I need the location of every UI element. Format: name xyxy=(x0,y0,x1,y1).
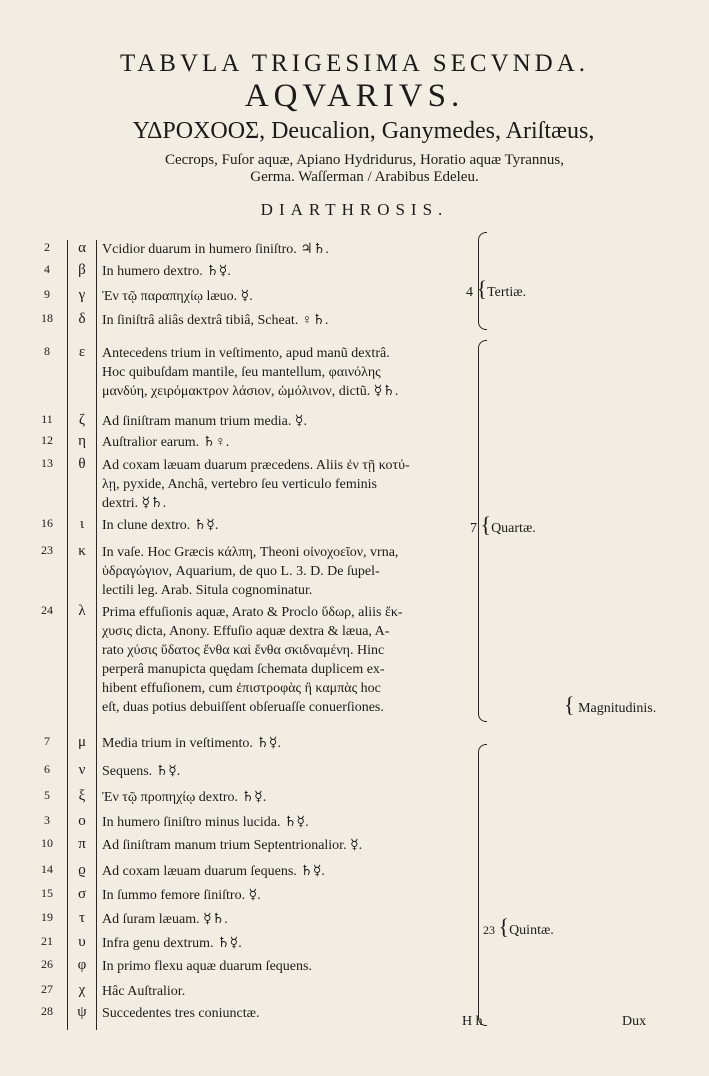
star-description xyxy=(102,836,472,855)
description-line: hibent effuſionem, cum ἐπιστροφὰς ἢ καμπὰς hoc xyxy=(102,681,381,696)
description-line: lectili leg. Arab. Situla cognominatur. xyxy=(102,583,313,598)
star-description xyxy=(102,957,472,976)
star-letter: ζ xyxy=(78,412,86,428)
column-rule-right xyxy=(96,240,97,1030)
star-letter: α xyxy=(78,240,86,256)
description-line: Auſtralior earum. ♄♀. xyxy=(102,435,230,450)
star-letter: ψ xyxy=(77,1004,87,1020)
description-line: In primo flexu aquæ duarum ſequens. xyxy=(102,959,312,974)
description-line: eſt, duas potius debuiſſent obſeruaſſe conuerſiones. xyxy=(102,700,384,715)
star-number: 7 xyxy=(44,734,50,748)
quintae-num: 23 xyxy=(483,923,495,937)
star-letter: ι xyxy=(79,516,85,532)
star-description xyxy=(102,862,472,881)
star-number: 18 xyxy=(41,311,53,325)
signature-mark: H h xyxy=(462,1014,483,1029)
star-number: 14 xyxy=(41,862,53,876)
magnitudinis-text: Magnitudinis. xyxy=(578,701,657,716)
tertiae-text: Tertiæ. xyxy=(487,285,527,300)
description-line: Hâc Auſtralior. xyxy=(102,984,186,999)
description-line: Ad coxam læuam duarum præcedens. Aliis ἐν τῇ κοτύ- xyxy=(102,458,410,473)
description-line: In clune dextro. ♄☿. xyxy=(102,518,219,533)
star-letter: κ xyxy=(78,543,86,559)
star-letter: τ xyxy=(78,910,86,926)
star-description xyxy=(102,788,472,807)
description-line: rato χύσις ὕδατος ἔνθα καὶ ἔνθα σκιδναμένη. Hinc xyxy=(102,643,385,658)
star-letter: φ xyxy=(77,957,87,973)
star-letter: ξ xyxy=(78,788,86,804)
star-number: 15 xyxy=(41,886,53,900)
star-description xyxy=(102,982,472,1001)
star-number: 26 xyxy=(41,957,53,971)
star-letter: σ xyxy=(77,886,87,902)
description-line: Ad coxam læuam duarum ſequens. ♄☿. xyxy=(102,864,325,879)
bracket-quintae xyxy=(478,744,487,1026)
star-number: 8 xyxy=(44,344,50,358)
description-line: Vcidior duarum in humero ſiniſtro. ♃♄. xyxy=(102,242,329,257)
star-number: 12 xyxy=(41,433,53,447)
star-letter: υ xyxy=(78,934,86,950)
description-line: Ἐν τῷ παραπηχίῳ læuo. ☿. xyxy=(102,289,253,304)
star-description xyxy=(102,311,472,330)
star-letter: ν xyxy=(78,762,86,778)
star-description xyxy=(102,240,472,259)
description-line: dextri. ☿♄. xyxy=(102,496,167,511)
catchword: Dux xyxy=(622,1014,647,1029)
star-description xyxy=(102,910,472,929)
star-number: 2 xyxy=(44,240,50,254)
star-letter: π xyxy=(78,836,86,852)
description-line: λῃ, pyxide, Anchâ, vertebro ſeu verticulo feminis xyxy=(102,477,377,492)
star-number: 9 xyxy=(44,287,50,301)
star-number: 27 xyxy=(41,982,53,996)
description-line: perperâ manupicta quędam ſchemata duplicem ex- xyxy=(102,662,385,677)
star-letter: ϱ xyxy=(78,862,86,878)
star-letter: λ xyxy=(78,603,86,619)
quintae-text: Quintæ. xyxy=(509,923,554,938)
tertiae-label: 4 {Tertiæ. xyxy=(466,276,527,301)
star-description xyxy=(102,262,472,281)
star-description xyxy=(102,412,472,431)
quartae-text: Quartæ. xyxy=(491,521,536,536)
star-description xyxy=(102,456,472,513)
star-number: 3 xyxy=(44,813,50,827)
aliases-line-1: Cecrops, Fuſor aquæ, Apiano Hydridurus, Horatio aquæ Tyrannus, xyxy=(164,152,565,168)
star-number: 13 xyxy=(41,456,53,470)
description-line: Sequens. ♄☿. xyxy=(102,764,181,779)
section-heading: DIARTHROSIS. xyxy=(260,200,449,219)
star-number: 6 xyxy=(44,762,50,776)
star-letter: γ xyxy=(78,287,86,303)
star-number: 5 xyxy=(44,788,50,802)
star-description xyxy=(102,433,472,452)
star-description xyxy=(102,886,472,905)
star-description xyxy=(102,934,472,953)
star-description xyxy=(102,813,472,832)
star-letter: δ xyxy=(78,311,86,327)
star-number: 10 xyxy=(41,836,53,850)
constellation-title: AQVARIVS. xyxy=(244,78,465,114)
description-line: Ἐν τῷ προπηχίῳ dextro. ♄☿. xyxy=(102,790,267,805)
star-letter: ο xyxy=(78,813,86,829)
description-line: ὑδραγώγιον, Aquarium, de quo L. 3. D. De ſupel- xyxy=(102,564,380,579)
description-line: Infra genu dextrum. ♄☿. xyxy=(102,936,242,951)
aliases-line-2: Germa. Waſſerman / Arabibus Edeleu. xyxy=(250,169,479,185)
description-line: χυσις dicta, Anony. Effuſio aquæ dextra & læua, A- xyxy=(102,624,390,639)
star-letter: θ xyxy=(78,456,86,472)
star-description xyxy=(102,734,472,753)
description-line: Ad ſiniſtram manum trium Septentrionalior. ☿. xyxy=(102,838,363,853)
description-line: Prima effuſionis aquæ, Arato & Proclo ὕδωρ, aliis ἔκ- xyxy=(102,605,403,620)
description-line: In ſiniſtrâ aliâs dextrâ tibiâ, Scheat. ♀♄. xyxy=(102,313,329,328)
description-line: In humero dextro. ♄☿. xyxy=(102,264,231,279)
description-line: In humero ſiniſtro minus lucida. ♄☿. xyxy=(102,815,309,830)
tertiae-num: 4 xyxy=(466,285,473,300)
star-description xyxy=(102,344,472,401)
star-letter: η xyxy=(78,433,86,449)
description-line: In vaſe. Hoc Græcis κάλπη, Theoni οἰνοχοεῖον, vrna, xyxy=(102,545,399,560)
star-number: 23 xyxy=(41,543,53,557)
quartae-label: 7 {Quartæ. xyxy=(470,512,536,537)
star-description xyxy=(102,287,472,306)
star-letter: μ xyxy=(77,734,87,750)
description-line: Succedentes tres coniunctæ. xyxy=(102,1006,260,1021)
description-line: In ſummo femore ſiniſtro. ☿. xyxy=(102,888,261,903)
description-line: Antecedens trium in veſtimento, apud manũ dextrâ. xyxy=(102,346,390,361)
star-description xyxy=(102,603,472,717)
star-number: 24 xyxy=(41,603,53,617)
star-number: 16 xyxy=(41,516,53,530)
star-description xyxy=(102,1004,472,1023)
description-line: Ad ſiniſtram manum trium media. ☿. xyxy=(102,414,307,429)
description-line: μανδύη, χειρόμακτρον λάσιον, ὠμόλινον, dictũ. ☿♄. xyxy=(102,384,399,399)
description-line: Media trium in veſtimento. ♄☿. xyxy=(102,736,282,751)
star-number: 21 xyxy=(41,934,53,948)
star-letter: χ xyxy=(78,982,86,998)
star-number: 11 xyxy=(41,412,53,426)
star-description xyxy=(102,762,472,781)
constellation-aliases xyxy=(60,152,669,186)
star-number: 19 xyxy=(41,910,53,924)
description-line: Ad ſuram læuam. ☿♄. xyxy=(102,912,228,927)
constellation-names: ΥΔΡΟΧΟΟΣ, Deucalion, Ganymedes, Ariſtæus, xyxy=(132,118,595,144)
star-description xyxy=(102,516,472,535)
star-number: 4 xyxy=(44,262,50,276)
magnitudinis-label: { Magnitudinis. xyxy=(564,692,657,717)
table-title: TABVLA TRIGESIMA SECVNDA. xyxy=(119,50,590,77)
quartae-num: 7 xyxy=(470,521,477,536)
star-description xyxy=(102,543,472,600)
quintae-label: 23 {Quintæ. xyxy=(483,914,554,939)
star-letter: ε xyxy=(78,344,86,360)
star-letter: β xyxy=(78,262,86,278)
description-line: Hoc quibuſdam mantile, ſeu mantellum, φαινόλης xyxy=(102,365,381,380)
star-number: 28 xyxy=(41,1004,53,1018)
